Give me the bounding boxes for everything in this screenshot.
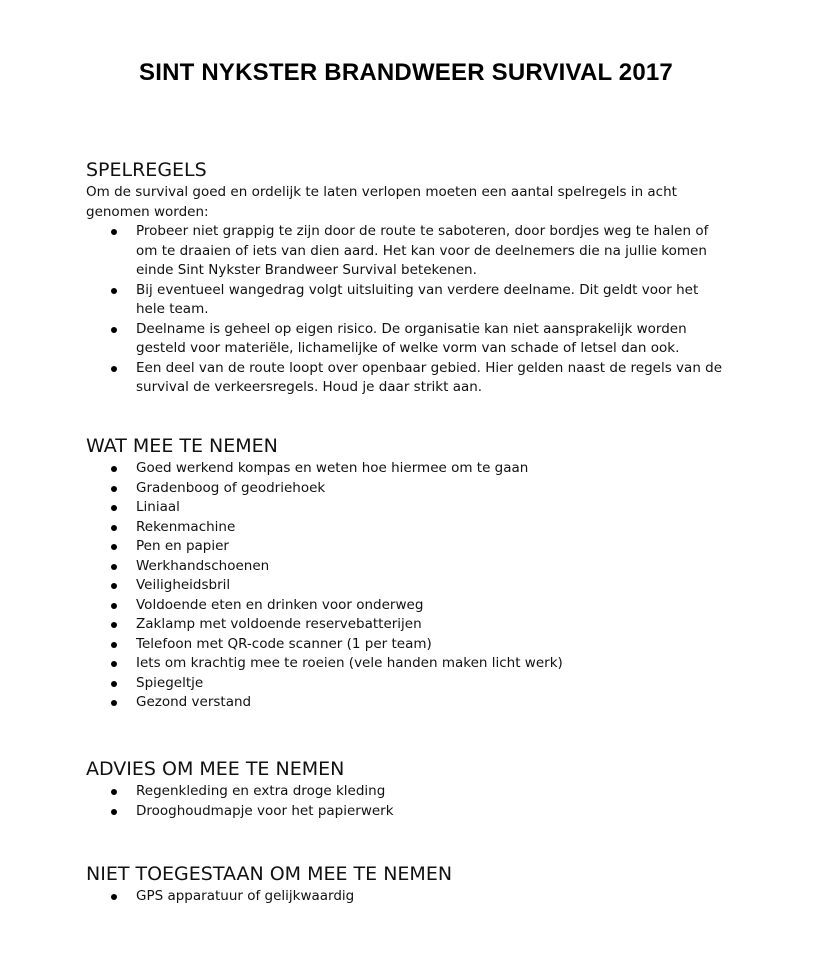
list-item-text: Goed werkend kompas en weten hoe hiermee om te gaan [136,460,529,476]
bullet-icon [111,564,117,570]
list-item-text: Rekenmachine [136,518,236,535]
list-item [86,576,726,596]
bullet-icon [111,809,117,815]
section-spelregels [86,157,726,398]
list-item-text: Een deel van de route loopt over openbaar gebied. Hier gelden naast de regels van de survival de verkeersregels. Houd je daar strikt aan. [136,359,723,395]
bullet-icon [111,486,117,492]
list-item [86,459,726,479]
bullet-icon [111,894,117,900]
list-item-text: Regenkleding en extra droge kleding [136,783,386,799]
list-item [86,596,726,616]
list-item-text: Spiegeltje [136,674,204,691]
list-item-text: Bij eventueel wangedrag volgt uitsluiting van verdere deelname. Dit geldt voor het hele team. [136,281,699,317]
bullet-icon [111,327,117,333]
document-title: SINT NYKSTER BRANDWEER SURVIVAL 2017 [139,59,673,86]
list-item-text: Zaklamp met voldoende reservebatterijen [136,616,422,632]
list-item-text: Werkhandschoenen [136,557,270,574]
list-item-text: GPS apparatuur of gelijkwaardig [136,888,355,904]
list-item [86,320,726,359]
list-item-text: Telefoon met QR-code scanner (1 per team) [136,635,432,652]
section-niet-toegestaan [86,861,726,907]
bullet-icon [111,525,117,531]
list-item [86,222,726,281]
list-item [86,537,726,557]
list-item [86,635,726,655]
list-item [86,782,726,802]
list-item [86,654,726,674]
bullet-icon [111,681,117,687]
list-item [86,802,726,822]
bullet-icon [111,583,117,589]
list-item [86,693,726,713]
section-heading-niet-toegestaan: NIET TOEGESTAAN OM MEE TE NEMEN [86,863,453,885]
list-item [86,615,726,635]
list-item [86,359,726,398]
advies-list [86,782,726,821]
niet-toegestaan-list [86,887,726,907]
list-item-text: Pen en papier [136,538,229,554]
list-item [86,887,726,907]
list-item-text: Gradenboog of geodriehoek [136,479,326,496]
bullet-icon [111,229,117,235]
section-wat-mee-te-nemen [86,433,726,713]
section-advies-om-mee-te-nemen [86,756,726,821]
bullet-icon [111,505,117,511]
list-item-text: Veiligheidsbril [136,577,231,593]
section-heading-spelregels: SPELREGELS [86,159,207,181]
bullet-icon [111,544,117,550]
list-item-text: Gezond verstand [136,694,252,710]
list-item-text: Drooghoudmapje voor het papierwerk [136,802,394,819]
wat-mee-list [86,459,726,713]
list-item [86,674,726,694]
bullet-icon [111,366,117,372]
section-heading-advies: ADVIES OM MEE TE NEMEN [86,758,345,780]
bullet-icon [111,622,117,628]
list-item [86,518,726,538]
list-item-text: Probeer niet grappig te zijn door de route te saboteren, door bordjes weg te halen of om te draaien of iets van dien aard. Het kan voor de deelnemers die na jullie komen einde Sint Nykster Brandweer Survival betekenen. [136,223,709,278]
list-item-text: Iets om krachtig mee te roeien (vele handen maken licht werk) [136,655,563,671]
bullet-icon [111,642,117,648]
list-item-text: Deelname is geheel op eigen risico. De organisatie kan niet aansprakelijk worden gesteld voor materiële, lichamelijke of welke vorm van schade of letsel dan ook. [136,320,687,356]
list-item [86,479,726,499]
bullet-icon [111,700,117,706]
list-item [86,281,726,320]
list-item [86,498,726,518]
spelregels-list [86,222,726,398]
section-heading-wat-mee-te-nemen: WAT MEE TE NEMEN [86,435,278,457]
bullet-icon [111,661,117,667]
list-item [86,557,726,577]
spelregels-intro: Om de survival goed en ordelijk te laten verlopen moeten een aantal spelregels in acht genomen worden: [86,184,677,220]
bullet-icon [111,288,117,294]
bullet-icon [111,789,117,795]
list-item-text: Liniaal [136,499,180,515]
bullet-icon [111,466,117,472]
bullet-icon [111,603,117,609]
list-item-text: Voldoende eten en drinken voor onderweg [136,596,424,613]
